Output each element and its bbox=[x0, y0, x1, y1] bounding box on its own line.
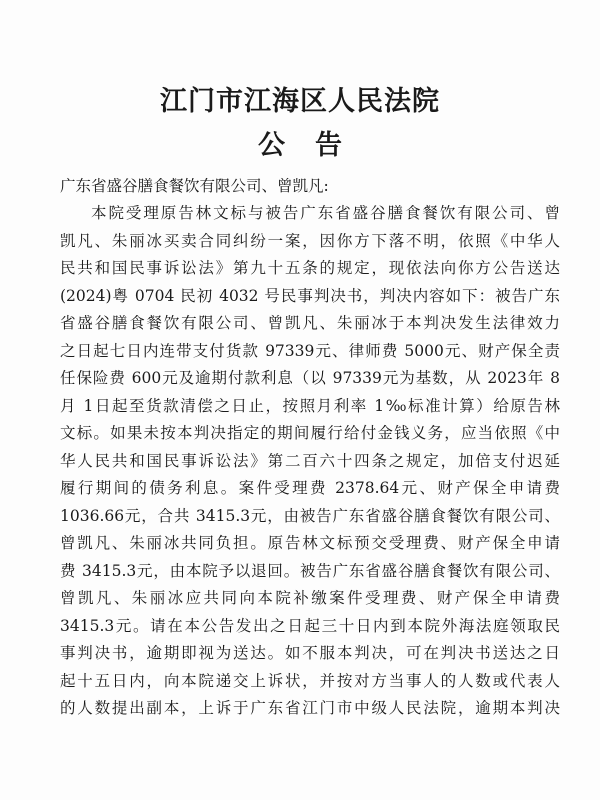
body-line: 本院受理原告林文标与被告广东省盛谷膳食餐饮有限公司、曾 bbox=[91, 204, 560, 222]
body-line: (2024)粤 0704 民初 4032 号民事判决书，判决内容如下：被告广东 bbox=[60, 286, 560, 305]
body-line: 事判决书，逾期即视为送达。如不服本判决，可在判决书送达之日 bbox=[60, 644, 560, 662]
body-line: 1036.66元，合共 3415.3元，由被告广东省盛谷膳食餐饮有限公司、 bbox=[60, 506, 560, 525]
body-line: 费 3415.3元，由本院予以退回。被告广东省盛谷膳食餐饮有限公司、 bbox=[60, 561, 560, 580]
notice-title bbox=[0, 128, 600, 164]
court-name-heading: 江门市江海区人民法院 bbox=[160, 86, 440, 117]
body-line: 履行期间的债务利息。案件受理费 2378.64元、财产保全申请费 bbox=[60, 479, 560, 497]
notice-body bbox=[60, 200, 560, 723]
body-line: 的人数提出副本，上诉于广东省江门市中级人民法院，逾期本判决 bbox=[60, 699, 560, 717]
body-line: 凯凡、朱丽冰买卖合同纠纷一案，因你方下落不明，依照《中华人 bbox=[60, 231, 560, 250]
body-line: 起十五日内，向本院递交上诉状，并按对方当事人的人数或代表人 bbox=[60, 671, 560, 690]
addressee-line: 广东省盛谷膳食餐饮有限公司、曾凯凡: bbox=[60, 177, 329, 195]
body-line: 之日起七日内连带支付货款 97339元、律师费 5000元、财产保全责 bbox=[60, 341, 560, 360]
body-line: 3415.3元。请在本公告发出之日起三十日内到本院外海法庭领取民 bbox=[60, 616, 560, 635]
notice-title-char-1: 公 bbox=[258, 130, 285, 161]
body-line: 曾凯凡、朱丽冰共同负担。原告林文标预交受理费、财产保全申请 bbox=[60, 534, 560, 552]
body-line: 文标。如果未按本判决指定的期间履行给付金钱义务，应当依照《中 bbox=[60, 424, 560, 442]
body-line: 华人民共和国民事诉讼法》第二百六十四条之规定，加倍支付迟延 bbox=[60, 451, 560, 470]
body-line: 民共和国民事诉讼法》第九十五条的规定，现依法向你方公告送达 bbox=[60, 259, 560, 277]
body-line: 任保险费 600元及逾期付款利息（以 97339元为基数，从 2023年 8 bbox=[60, 369, 560, 387]
body-line: 省盛谷膳食餐饮有限公司、曾凯凡、朱丽冰于本判决发生法律效力 bbox=[60, 314, 560, 332]
body-line: 曾凯凡、朱丽冰应共同向本院补缴案件受理费、财产保全申请费 bbox=[60, 589, 560, 607]
notice-title-char-2: 告 bbox=[315, 130, 342, 161]
body-line: 月 1日起至货款清偿之日止，按照月利率 1‰标准计算）给原告林 bbox=[60, 396, 560, 415]
